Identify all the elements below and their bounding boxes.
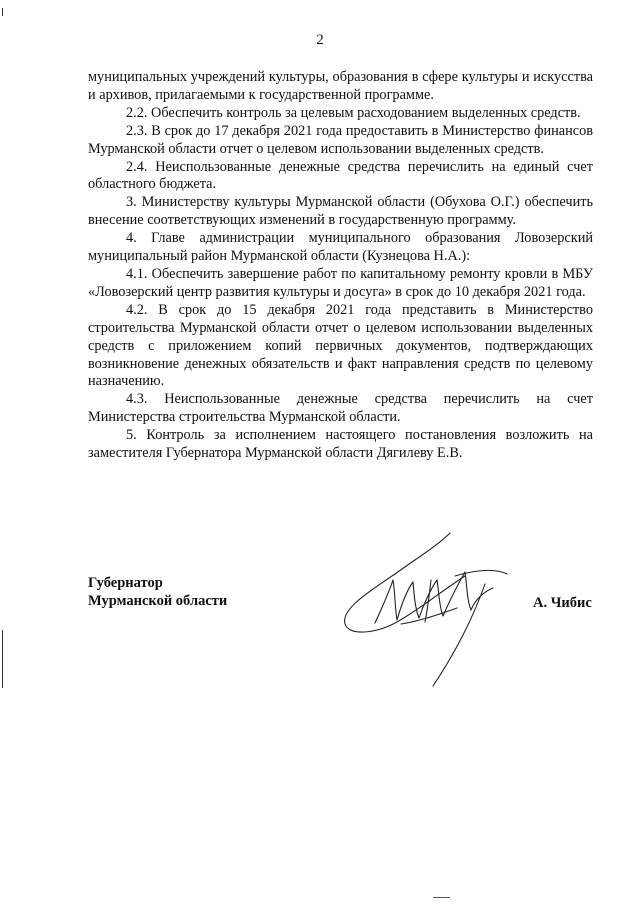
signatory-title-line1: Губернатор (88, 575, 163, 591)
paragraph-4-3: 4.3. Неиспользованные денежные средства перечислить на счет Министерства строительства Мурманской области. (88, 391, 593, 426)
scan-edge-mark (2, 8, 3, 16)
signatory-title (88, 574, 227, 610)
paragraph-5: 5. Контроль за исполнением настоящего постановления возложить на заместителя Губернатора Мурманской области Дягилеву Е.В. (88, 427, 593, 462)
scan-bottom-mark (433, 897, 450, 898)
paragraph-4-2: 4.2. В срок до 15 декабря 2021 года представить в Министерство строительства Мурманской области отчет о целевом использовании выделенных средств с приложением копий первичных документов, подтверждающих возникновение денежных обязательств и факт направления средств по целевому назначению. (88, 301, 593, 390)
handwritten-signature (335, 528, 520, 693)
paragraph-continuation: муниципальных учреждений культуры, образования в сфере культуры и искусства и архивов, прилагаемыми к государственной программе. (88, 69, 593, 103)
paragraph-2-3: 2.3. В срок до 17 декабря 2021 года предоставить в Министерство финансов Мурманской области отчет о целевом использовании выделенных средств. (88, 122, 593, 157)
paragraph-4-1: 4.1. Обеспечить завершение работ по капитальному ремонту кровли в МБУ «Ловозерский центр развития культуры и досуга» в срок до 10 декабря 2021 года. (88, 265, 593, 300)
paragraph-2-2: 2.2. Обеспечить контроль за целевым расходованием выделенных средств. (126, 104, 581, 121)
paragraph-2-4: 2.4. Неиспользованные денежные средства перечислить на единый счет областного бюджета. (88, 158, 593, 193)
page-number: 2 (316, 32, 324, 48)
signatory-name: А. Чибис (533, 595, 592, 611)
signatory-title-line2: Мурманской области (88, 593, 228, 609)
document-body (88, 69, 593, 463)
scan-edge-mark (2, 630, 3, 688)
paragraph-4: 4. Главе администрации муниципального образования Ловозерский муниципальный район Мурманской области (Кузнецова Н.А.): (88, 230, 593, 265)
paragraph-3: 3. Министерству культуры Мурманской области (Обухова О.Г.) обеспечить внесение соответствующих изменений в государственную программу. (88, 194, 593, 229)
